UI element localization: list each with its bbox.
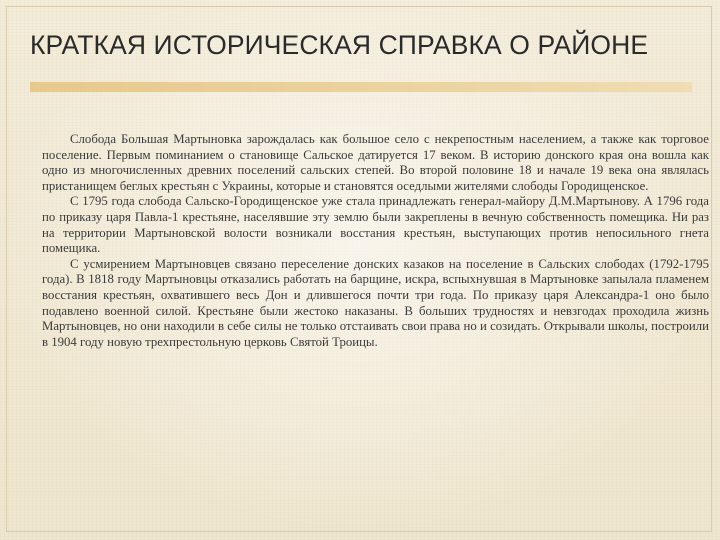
paragraph-2: С 1795 года слобода Сальско-Городищенское уже стала принадлежать генерал-майору Д.М.Мартынову. А 1796 года по приказу царя Павла-1 крестьяне, населявшие эту землю были закреплены в вечную собственность помещика. Ни раз на территории Мартыновской волости возникали восстания крестьян, выступающих против непосильного гнета помещика. [42, 194, 709, 256]
slide-title: КРАТКАЯ ИСТОРИЧЕСКАЯ СПРАВКА О РАЙОНЕ [30, 30, 649, 60]
paragraph-3: С усмирением Мартыновцев связано переселение донских казаков на поселение в Сальских слободах (1792-1795 года). В 1818 году Мартыновцы отказались работать на барщине, искра, вспыхнувшая в Мартыновке запылала пламенем восстания крестьян, охватившего весь Дон и длившегося почти три года. По приказу царя Александра-1 оно было подавлено военной силой. Крестьяне были жестоко наказаны. В больших трудностях и невзгодах проходила жизнь Мартыновцев, но они находили в себе силы не только отстаивать свои права но и созидать. Открывали школы, построили в 1904 году новую трехпрестольную церковь Святой Троицы. [42, 256, 709, 349]
body-text [42, 132, 709, 350]
paragraph-1: Слобода Большая Мартыновка зарождалась как большое село с некрепостным населением, а также как торговое поселение. Первым поминанием о становище Сальское датируется 17 веком. В историю донского края она вошла как одно из многочисленных древних поселений сальских степей. Во второй половине 18 и начале 19 века она являлась пристанищем беглых крестьян с Украины, которые и становятся оседлыми жителями слободы Городищенское. [42, 132, 709, 193]
title-accent-bar [30, 82, 692, 92]
